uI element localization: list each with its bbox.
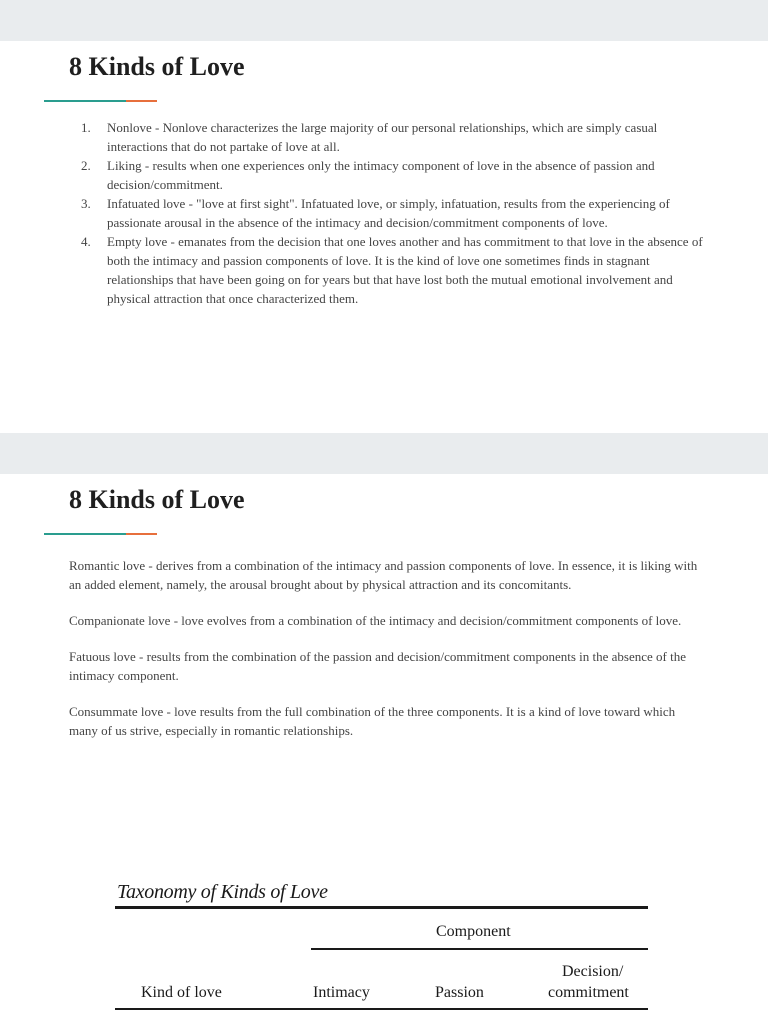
slide-gap-top xyxy=(0,0,768,41)
paragraph: Romantic love - derives from a combination of the intimacy and passion components of love. In essence, it is liking with an added element, namely, the arousal brought about by physical attraction and its concomitants. xyxy=(69,558,698,592)
kinds-of-love-list xyxy=(69,118,703,308)
col-commitment: commitment xyxy=(548,984,629,1001)
list-number: 1. xyxy=(81,120,91,135)
col-decision: Decision/ xyxy=(562,963,624,980)
slide-2 xyxy=(0,474,768,1024)
paragraph: Companionate love - love evolves from a combination of the intimacy and decision/commitment components of love. xyxy=(69,613,682,628)
list-item xyxy=(69,232,703,308)
list-item-text: Empty love - emanates from the decision that one loves another and has commitment to that love in the absence of both the intimacy and passion components of love. It is the kind of love one sometimes finds in stagnant relationships that have been going on for years but that have lost both the mutual emotional involvement and physical attraction that once characterized them. xyxy=(107,234,703,306)
list-item-text: Nonlove - Nonlove characterizes the large majority of our personal relationships, which are simply casual interactions that do not partake of love at all. xyxy=(107,120,658,154)
col-intimacy: Intimacy xyxy=(313,984,370,1001)
list-item-text: Infatuated love - "love at first sight". Infatuated love, or simply, infatuation, results from the experiencing of passionate arousal in the absence of the intimacy and decision/commitment components of love. xyxy=(107,196,670,230)
taxonomy-title: Taxonomy of Kinds of Love xyxy=(117,881,328,903)
list-item xyxy=(69,156,703,194)
list-number: 4. xyxy=(81,234,91,249)
slide-1 xyxy=(0,41,768,433)
component-rule xyxy=(311,948,648,950)
taxonomy-table-image xyxy=(113,876,653,1024)
accent-teal xyxy=(44,100,126,102)
table-top-rule xyxy=(115,906,648,909)
list-number: 2. xyxy=(81,158,91,173)
title-accent-line xyxy=(44,100,157,102)
header-bottom-rule xyxy=(115,1008,648,1010)
col-kind-of-love: Kind of love xyxy=(141,984,222,1001)
accent-orange xyxy=(126,533,157,535)
list-item-text: Liking - results when one experiences only the intimacy component of love in the absence of passion and decision/commitment. xyxy=(107,158,655,192)
accent-teal xyxy=(44,533,126,535)
accent-orange xyxy=(126,100,157,102)
slide-gap-middle xyxy=(0,433,768,474)
slide-title: 8 Kinds of Love xyxy=(69,485,245,514)
list-number: 3. xyxy=(81,196,91,211)
list-item xyxy=(69,118,703,156)
paragraph: Consummate love - love results from the full combination of the three components. It is a kind of love toward which many of us strive, especially in romantic relationships. xyxy=(69,704,676,738)
list-item xyxy=(69,194,703,232)
love-descriptions xyxy=(69,556,699,757)
slide-title: 8 Kinds of Love xyxy=(69,52,245,81)
paragraph: Fatuous love - results from the combination of the passion and decision/commitment components in the absence of the intimacy component. xyxy=(69,649,687,683)
component-header: Component xyxy=(436,923,511,940)
title-accent-line xyxy=(44,533,157,535)
col-passion: Passion xyxy=(435,984,484,1001)
